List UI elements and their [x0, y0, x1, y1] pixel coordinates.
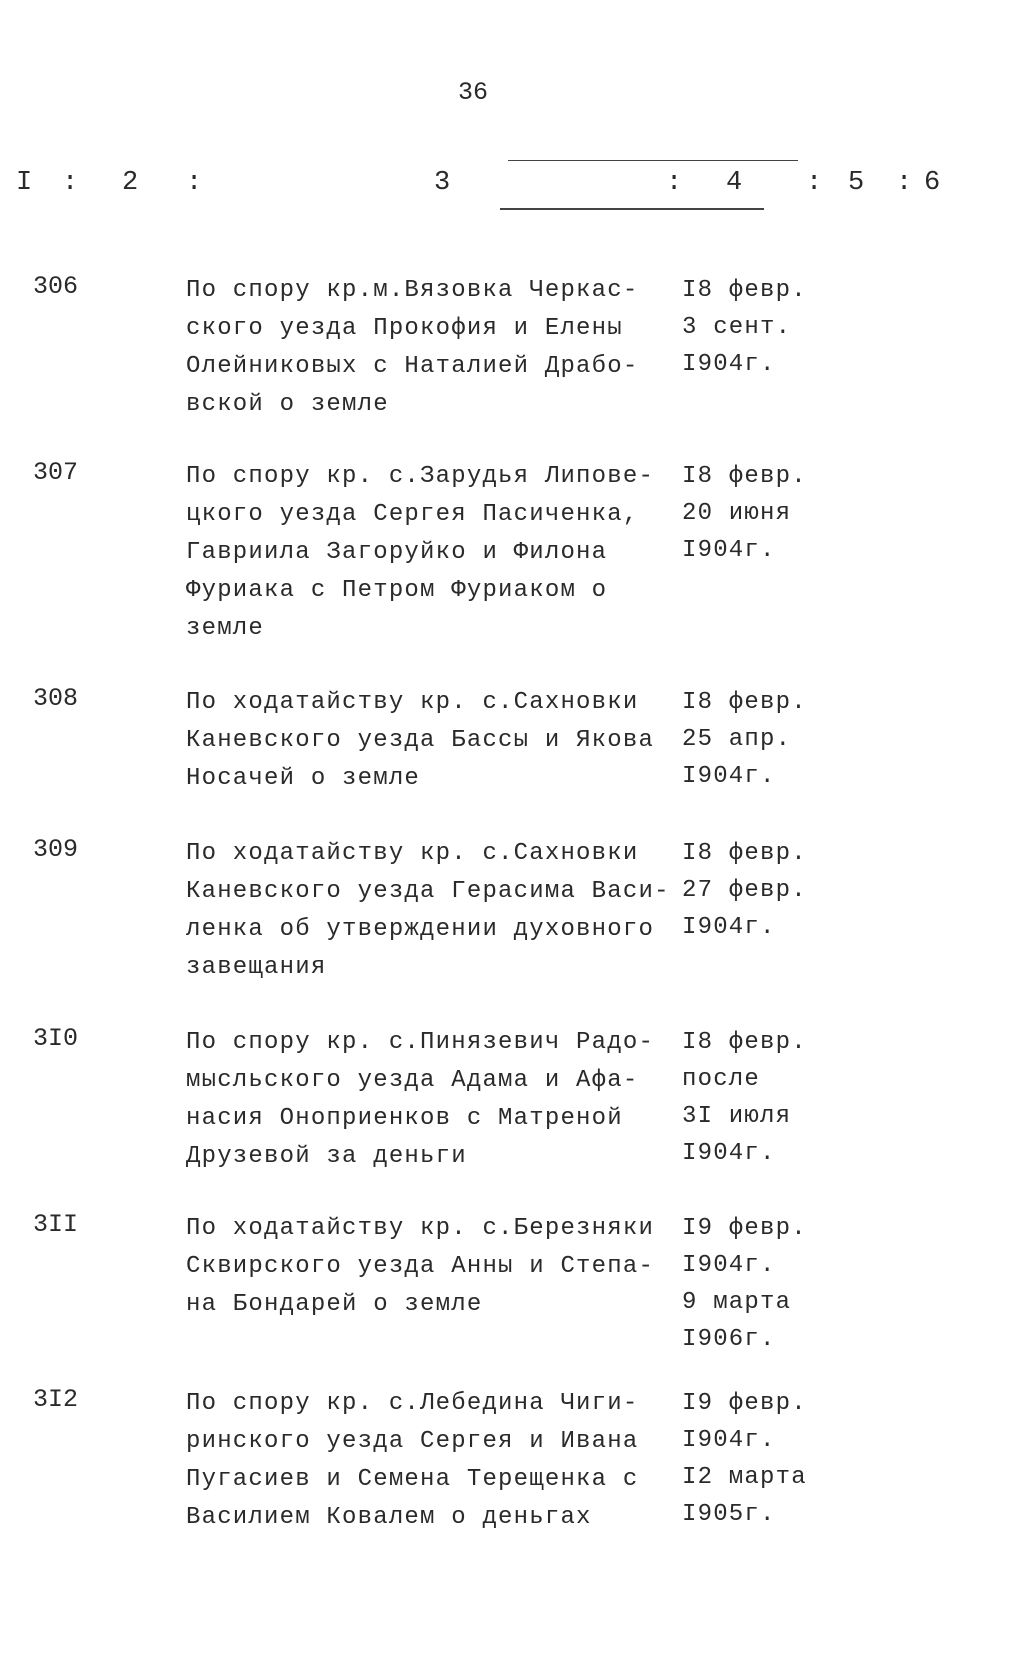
date-line: I2 марта	[682, 1464, 807, 1491]
header-rule-bottom	[500, 208, 764, 210]
entry-description	[186, 1024, 654, 1176]
separator: :	[806, 168, 823, 198]
entry-dates	[682, 458, 807, 569]
column-5-label: 5	[848, 168, 865, 198]
header-rule-top	[508, 160, 798, 161]
column-3-label: 3	[434, 168, 451, 198]
entry-dates	[682, 1210, 807, 1358]
description-line: ленка об утверждении духовного	[186, 916, 655, 943]
entry-number: 308	[33, 684, 79, 713]
entry-description	[186, 684, 654, 798]
date-line: I8 февр.	[682, 840, 807, 867]
date-line: I9 февр.	[682, 1215, 807, 1242]
entry-description	[186, 1210, 654, 1324]
date-line: I904г.	[682, 914, 776, 941]
description-line: мысльского уезда Адама и Афа-	[186, 1067, 639, 1094]
description-line: Василием Ковалем о деньгах	[186, 1504, 592, 1531]
date-line: I905г.	[682, 1501, 776, 1528]
description-line: Каневского уезда Герасима Васи-	[186, 878, 670, 905]
description-line: на Бондарей о земле	[186, 1291, 483, 1318]
entry-description	[186, 272, 638, 424]
description-line: По спору кр. с.Зарудья Липове-	[186, 463, 655, 490]
date-line: I904г.	[682, 537, 776, 564]
separator: :	[62, 168, 79, 198]
column-6-label: 6	[924, 168, 941, 198]
date-line: 25 апр.	[682, 726, 792, 753]
entry-description	[186, 1385, 638, 1537]
entry-number: 306	[33, 272, 79, 301]
entry-number: 3I0	[33, 1024, 79, 1053]
description-line: завещания	[186, 954, 327, 981]
date-line: 27 февр.	[682, 877, 807, 904]
description-line: По спору кр.м.Вязовка Черкас-	[186, 277, 639, 304]
separator: :	[896, 168, 913, 198]
date-line: I8 февр.	[682, 689, 807, 716]
entry-number: 3II	[33, 1210, 79, 1239]
description-line: Каневского уезда Бассы и Якова	[186, 727, 655, 754]
entry-dates	[682, 1385, 807, 1533]
date-line: I904г.	[682, 1427, 776, 1454]
description-line: Сквирского уезда Анны и Степа-	[186, 1253, 655, 1280]
description-line: ринского уезда Сергея и Ивана	[186, 1428, 639, 1455]
date-line: I904г.	[682, 351, 776, 378]
date-line: I904г.	[682, 1252, 776, 1279]
description-line: По ходатайству кр. с.Сахновки	[186, 840, 639, 867]
date-line: после	[682, 1066, 761, 1093]
date-line: I8 февр.	[682, 463, 807, 490]
entry-dates	[682, 835, 807, 946]
description-line: цкого уезда Сергея Пасиченка,	[186, 501, 639, 528]
description-line: Олейниковых с Наталией Драбо-	[186, 353, 639, 380]
description-line: вской о земле	[186, 391, 389, 418]
description-line: По ходатайству кр. с.Сахновки	[186, 689, 639, 716]
date-line: I904г.	[682, 1140, 776, 1167]
column-2-label: 2	[122, 168, 139, 198]
description-line: земле	[186, 615, 265, 642]
entry-number: 307	[33, 458, 79, 487]
entry-dates	[682, 684, 807, 795]
column-1-label: I	[16, 168, 33, 198]
description-line: Носачей о земле	[186, 765, 421, 792]
entry-description	[186, 835, 670, 987]
date-line: I9 февр.	[682, 1390, 807, 1417]
entry-dates	[682, 1024, 807, 1172]
column-4-label: 4	[726, 168, 743, 198]
date-line: I8 февр.	[682, 1029, 807, 1056]
date-line: 9 марта	[682, 1289, 792, 1316]
separator: :	[666, 168, 683, 198]
entry-description	[186, 458, 654, 648]
date-line: I904г.	[682, 763, 776, 790]
date-line: I8 февр.	[682, 277, 807, 304]
description-line: Друзевой за деньги	[186, 1143, 467, 1170]
description-line: По спору кр. с.Лебедина Чиги-	[186, 1390, 639, 1417]
entry-number: 309	[33, 835, 79, 864]
description-line: насия Оноприенков с Матреной	[186, 1105, 623, 1132]
description-line: Фуриака с Петром Фуриаком о	[186, 577, 608, 604]
separator: :	[186, 168, 203, 198]
entry-dates	[682, 272, 807, 383]
description-line: Пугасиев и Семена Терещенка с	[186, 1466, 639, 1493]
date-line: 20 июня	[682, 500, 792, 527]
description-line: По спору кр. с.Пинязевич Радо-	[186, 1029, 655, 1056]
description-line: ского уезда Прокофия и Елены	[186, 315, 623, 342]
description-line: По ходатайству кр. с.Березняки	[186, 1215, 655, 1242]
entry-number: 3I2	[33, 1385, 79, 1414]
description-line: Гавриила Загоруйко и Филона	[186, 539, 608, 566]
date-line: 3 сент.	[682, 314, 792, 341]
page-number: 36	[458, 78, 489, 107]
date-line: I906г.	[682, 1326, 776, 1353]
date-line: 3I июля	[682, 1103, 792, 1130]
